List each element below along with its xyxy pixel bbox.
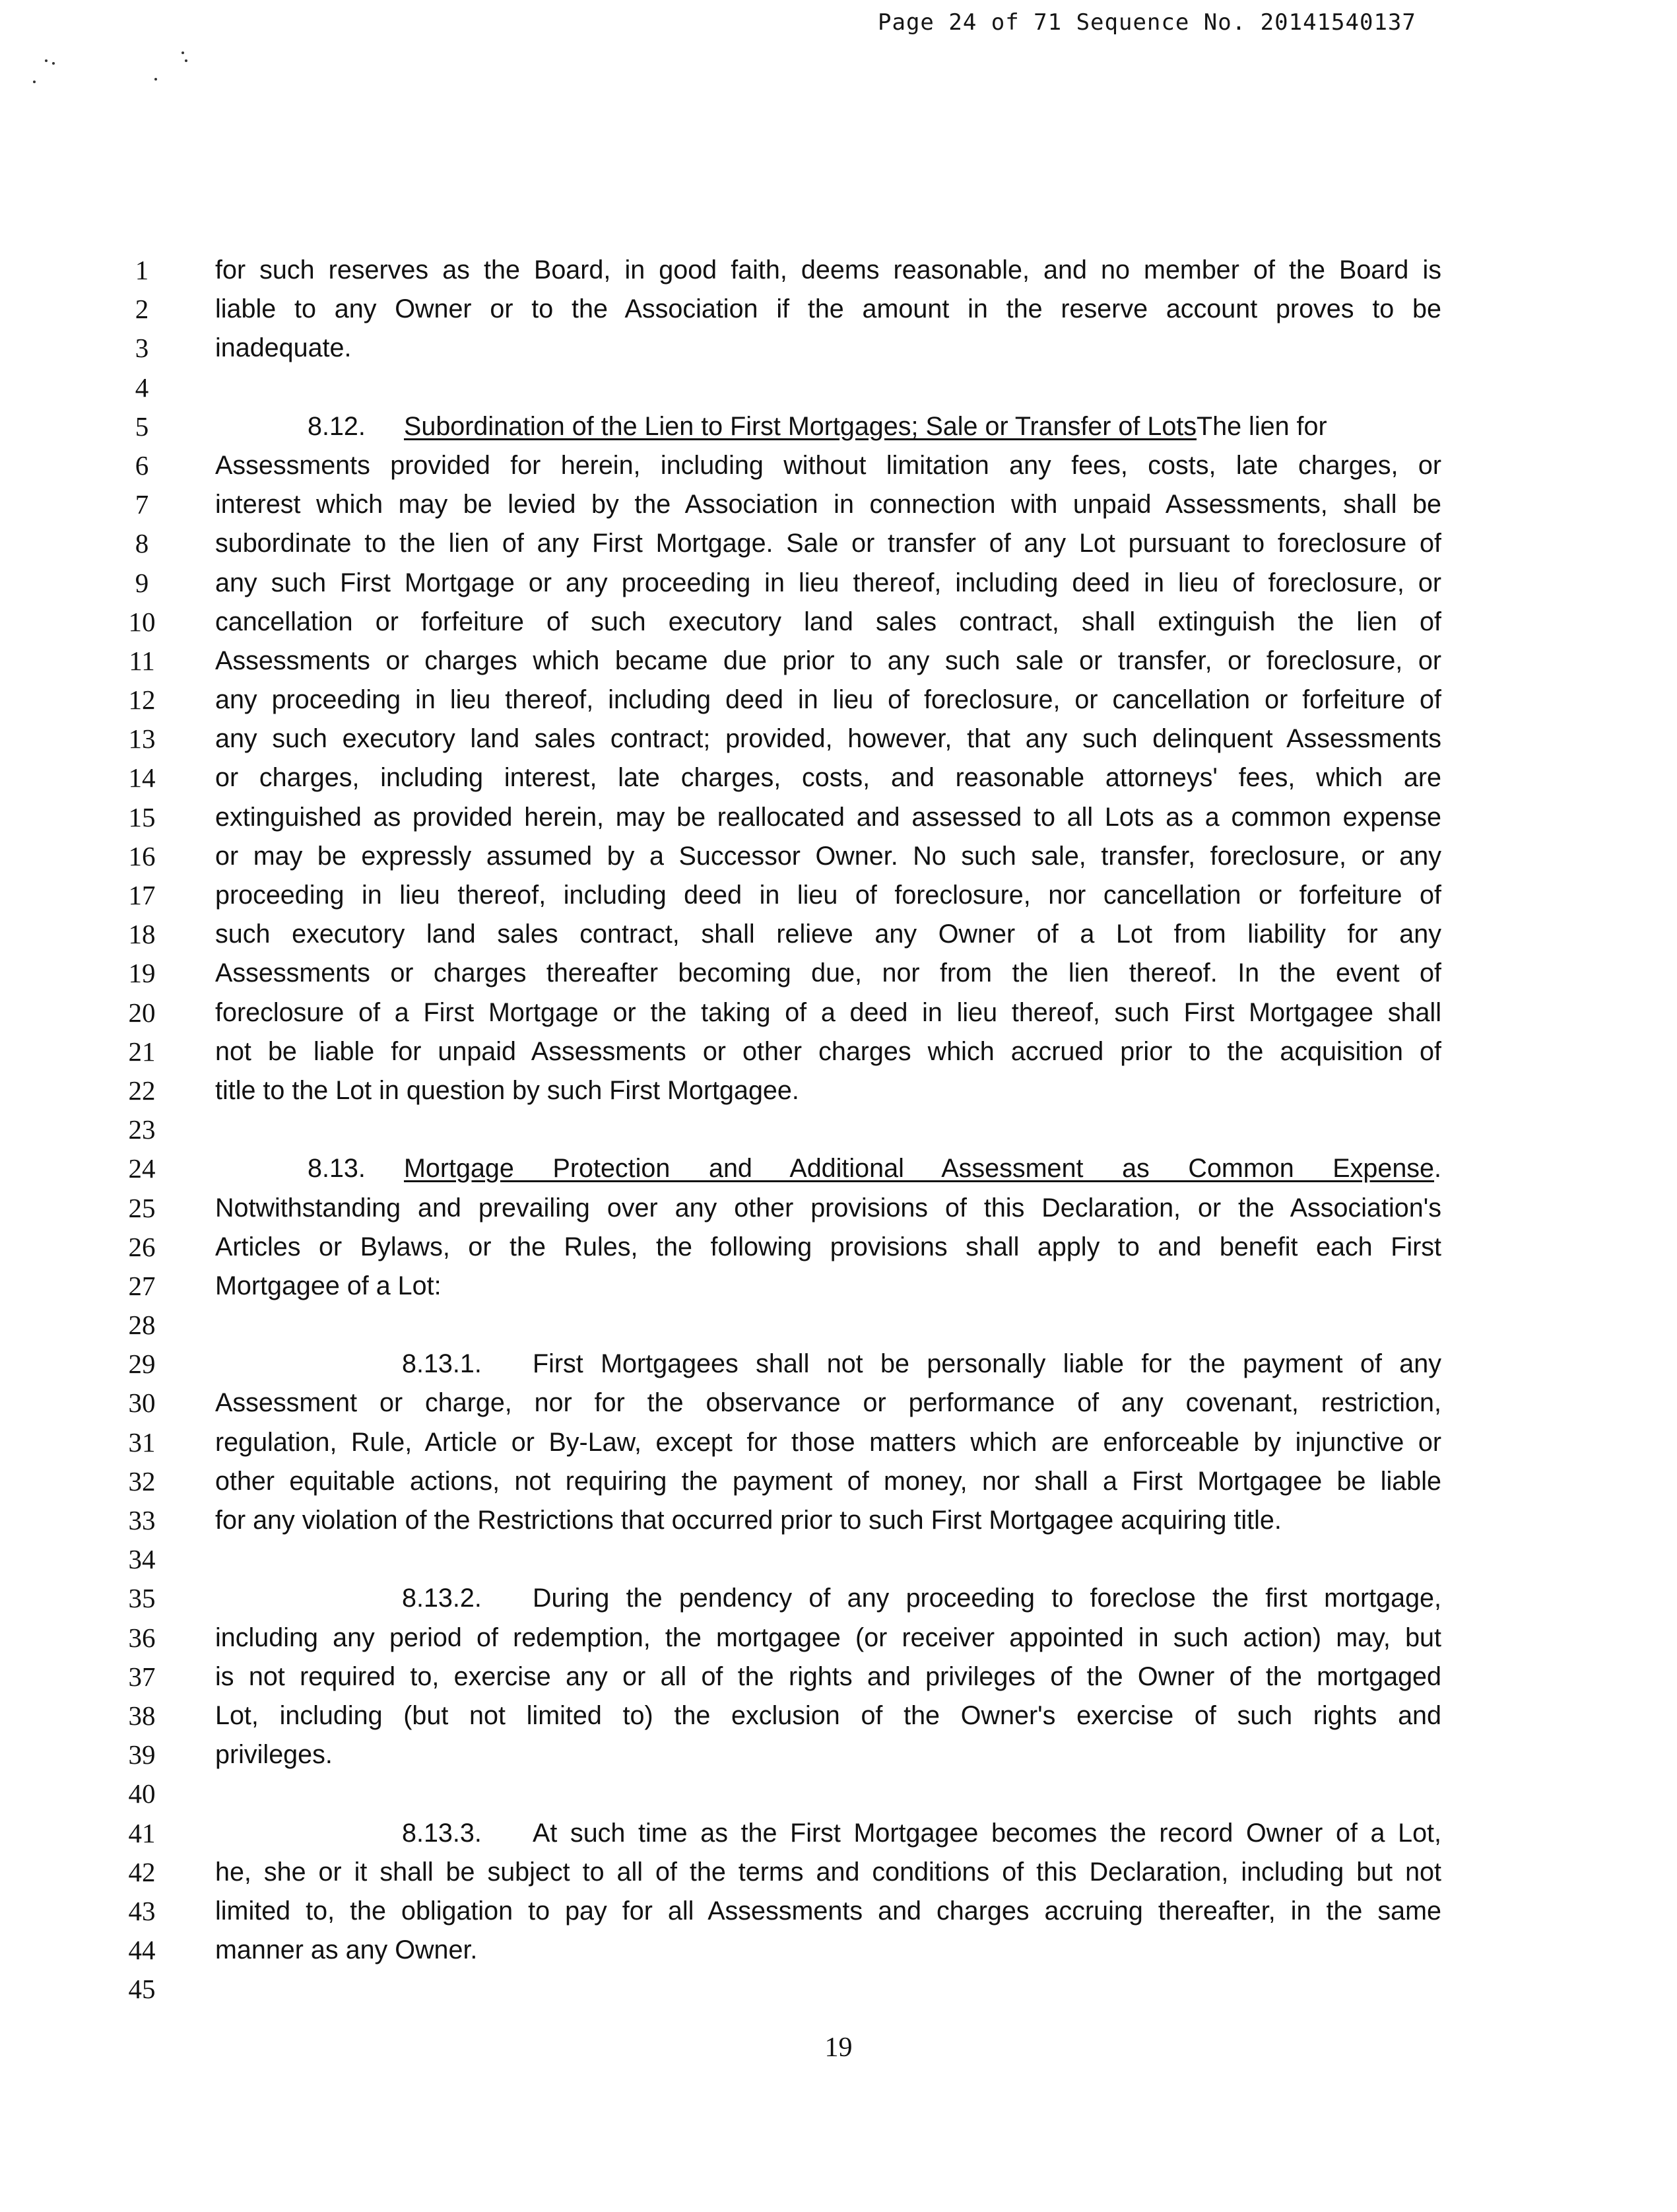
scan-speck xyxy=(45,59,48,62)
document-line xyxy=(0,1853,1677,1892)
line-number: 32 xyxy=(128,1465,156,1496)
page-number: 19 xyxy=(824,2032,853,2063)
line-text: or may be expressly assumed by a Successor Owner. No such sale, transfer, foreclosure, or any xyxy=(215,841,1441,871)
document-line xyxy=(0,1970,1677,2009)
subsection-line xyxy=(215,1345,1441,1384)
line-text: . xyxy=(1434,1154,1441,1184)
line-number: 25 xyxy=(128,1192,156,1223)
document-line xyxy=(0,524,1677,563)
document-line xyxy=(0,1892,1677,1931)
document-line xyxy=(0,1189,1677,1228)
line-text: liable to any Owner or to the Association if the amount in the reserve account proves to be xyxy=(215,294,1441,324)
line-text: extinguished as provided herein, may be reallocated and assessed to all Lots as a common expense xyxy=(215,802,1441,832)
line-number: 37 xyxy=(128,1661,156,1692)
line-text: any such executory land sales contract; provided, however, that any such delinquent Assessments xyxy=(215,724,1441,754)
scan-speck xyxy=(154,78,157,81)
line-number: 38 xyxy=(128,1700,156,1731)
document-line xyxy=(0,564,1677,603)
section-heading: Mortgage Protection and Additional Assessment as Common Expense xyxy=(404,1154,1435,1184)
line-number: 5 xyxy=(135,411,149,442)
line-text: foreclosure of a First Mortgage or the taking of a deed in lieu thereof, such First Mortgagee shall xyxy=(215,997,1441,1027)
line-number: 36 xyxy=(128,1622,156,1653)
line-number: 26 xyxy=(128,1231,156,1262)
document-line xyxy=(0,603,1677,642)
line-text: inadequate. xyxy=(215,333,352,363)
line-text: regulation, Rule, Article or By-Law, except for those matters which are enforceable by injunctive or xyxy=(215,1427,1441,1457)
line-number: 28 xyxy=(128,1310,156,1341)
line-number: 43 xyxy=(128,1895,156,1926)
line-text: including any period of redemption, the mortgagee (or receiver appointed in such action) may, but xyxy=(215,1623,1441,1652)
scan-speck xyxy=(185,59,187,62)
line-text: At such time as the First Mortgagee becomes the record Owner of a Lot, xyxy=(533,1818,1441,1848)
line-number: 39 xyxy=(128,1739,156,1770)
document-line xyxy=(0,1501,1677,1540)
line-number: 44 xyxy=(128,1935,156,1966)
scan-speck xyxy=(33,81,36,83)
line-number: 9 xyxy=(135,567,149,598)
line-number: 31 xyxy=(128,1426,156,1458)
line-text: or charges, including interest, late charges, costs, and reasonable attorneys' fees, which are xyxy=(215,763,1441,793)
line-text: any proceeding in lieu thereof, including deed in lieu of foreclosure, or cancellation or forfeiture of xyxy=(215,685,1441,715)
line-text: cancellation or forfeiture of such executory land sales contract, shall extinguish the lien of xyxy=(215,607,1441,636)
line-number: 33 xyxy=(128,1505,156,1535)
line-number: 17 xyxy=(128,880,156,910)
document-line xyxy=(0,915,1677,954)
document-line xyxy=(0,954,1677,993)
document-line xyxy=(0,1384,1677,1423)
line-number: 23 xyxy=(128,1114,156,1145)
line-number: 18 xyxy=(128,919,156,950)
line-text: Assessments or charges which became due prior to any such sale or transfer, or foreclosure, or xyxy=(215,646,1441,675)
line-number: 4 xyxy=(135,372,149,403)
subsection-line xyxy=(215,1814,1441,1853)
line-number: 34 xyxy=(128,1544,156,1575)
line-number: 15 xyxy=(128,801,156,832)
line-number: 12 xyxy=(128,685,156,716)
subsection-number: 8.13.1. xyxy=(402,1349,482,1379)
document-line xyxy=(0,1814,1677,1853)
section-heading-line xyxy=(215,1149,1441,1188)
document-line xyxy=(0,837,1677,876)
line-text: Lot, including (but not limited to) the exclusion of the Owner's exercise of such rights and xyxy=(215,1700,1441,1730)
line-text: he, she or it shall be subject to all of the terms and conditions of this Declaration, including but not xyxy=(215,1857,1441,1887)
line-text: limited to, the obligation to pay for all Assessments and charges accruing thereafter, in the same xyxy=(215,1896,1441,1926)
line-text: Articles or Bylaws, or the Rules, the following provisions shall apply to and benefit each First xyxy=(215,1232,1441,1261)
line-number: 30 xyxy=(128,1388,156,1419)
line-number: 1 xyxy=(135,255,149,285)
document-line xyxy=(0,1071,1677,1110)
document-line xyxy=(0,876,1677,915)
line-text: Assessments provided for herein, including without limitation any fees, costs, late charges, or xyxy=(215,450,1441,480)
document-line xyxy=(0,1774,1677,1813)
line-text: manner as any Owner. xyxy=(215,1935,478,1965)
line-number: 24 xyxy=(128,1153,156,1184)
line-number: 13 xyxy=(128,723,156,754)
line-text: The lien for xyxy=(1197,411,1327,441)
document-line xyxy=(0,1931,1677,1970)
line-number: 35 xyxy=(128,1583,156,1614)
document-line xyxy=(0,290,1677,329)
document-line xyxy=(0,485,1677,524)
document-body xyxy=(0,251,1677,2009)
subsection-number: 8.13.3. xyxy=(402,1818,482,1848)
line-text: First Mortgagees shall not be personally liable for the payment of any xyxy=(533,1349,1441,1379)
line-number: 14 xyxy=(128,762,156,793)
document-line xyxy=(0,1228,1677,1267)
document-line xyxy=(0,1696,1677,1735)
line-number: 45 xyxy=(128,1974,156,2005)
line-text: such executory land sales contract, shall relieve any Owner of a Lot from liability for any xyxy=(215,920,1441,949)
line-number: 21 xyxy=(128,1036,156,1067)
document-line xyxy=(0,368,1677,407)
line-number: 2 xyxy=(135,294,149,325)
document-line xyxy=(0,407,1677,446)
line-number: 27 xyxy=(128,1270,156,1301)
subsection-line xyxy=(215,1579,1441,1618)
document-line xyxy=(0,251,1677,290)
document-line xyxy=(0,1110,1677,1149)
line-text: other equitable actions, not requiring the payment of money, nor shall a First Mortgagee be liable xyxy=(215,1466,1441,1496)
document-line xyxy=(0,1149,1677,1188)
line-text: for such reserves as the Board, in good faith, deems reasonable, and no member of the Board is xyxy=(215,255,1441,285)
line-number: 7 xyxy=(135,489,149,520)
line-text: During the pendency of any proceeding to foreclose the first mortgage, xyxy=(533,1584,1441,1613)
line-text: title to the Lot in question by such First Mortgagee. xyxy=(215,1075,799,1105)
document-line xyxy=(0,642,1677,681)
line-text: interest which may be levied by the Association in connection with unpaid Assessments, shall be xyxy=(215,490,1441,519)
line-number: 40 xyxy=(128,1778,156,1809)
line-text: Assessment or charge, nor for the observance or performance of any covenant, restriction, xyxy=(215,1388,1441,1418)
document-line xyxy=(0,798,1677,837)
line-text: Mortgagee of a Lot: xyxy=(215,1271,442,1300)
subsection-number: 8.13.2. xyxy=(402,1584,482,1613)
document-line xyxy=(0,1735,1677,1774)
line-number: 10 xyxy=(128,606,156,637)
header-stamp: Page 24 of 71 Sequence No. 20141540137 xyxy=(878,9,1416,36)
line-text: subordinate to the lien of any First Mortgage. Sale or transfer of any Lot pursuant to foreclosure of xyxy=(215,529,1441,558)
line-text: not be liable for unpaid Assessments or other charges which accrued prior to the acquisition of xyxy=(215,1036,1441,1066)
document-line xyxy=(0,1462,1677,1501)
document-line xyxy=(0,1619,1677,1658)
section-number: 8.13. xyxy=(308,1154,366,1184)
document-line xyxy=(0,720,1677,758)
section-heading-line xyxy=(215,407,1441,446)
document-line xyxy=(0,1032,1677,1071)
document-line xyxy=(0,1345,1677,1384)
line-number: 8 xyxy=(135,528,149,559)
line-number: 22 xyxy=(128,1075,156,1106)
line-text: privileges. xyxy=(215,1740,333,1770)
line-number: 3 xyxy=(135,333,149,364)
document-line xyxy=(0,1579,1677,1618)
document-line xyxy=(0,1306,1677,1345)
line-number: 6 xyxy=(135,450,149,481)
line-number: 20 xyxy=(128,997,156,1028)
section-number: 8.12. xyxy=(308,411,366,441)
scan-speck xyxy=(181,51,184,54)
section-heading: Subordination of the Lien to First Mortgages; Sale or Transfer of Lots xyxy=(404,411,1197,441)
line-text: any such First Mortgage or any proceeding in lieu thereof, including deed in lieu of foreclosure, or xyxy=(215,568,1441,597)
document-line xyxy=(0,1423,1677,1462)
document-line xyxy=(0,993,1677,1032)
document-line xyxy=(0,1658,1677,1696)
document-line xyxy=(0,681,1677,720)
line-text: is not required to, exercise any or all of the rights and privileges of the Owner of the mortgaged xyxy=(215,1661,1441,1691)
document-line xyxy=(0,758,1677,797)
document-line xyxy=(0,329,1677,368)
document-line xyxy=(0,446,1677,485)
line-text: Assessments or charges thereafter becoming due, nor from the lien thereof. In the event of xyxy=(215,958,1441,988)
line-text: Notwithstanding and prevailing over any other provisions of this Declaration, or the Association's xyxy=(215,1193,1441,1223)
line-number: 19 xyxy=(128,958,156,989)
scan-speck xyxy=(52,62,55,65)
line-number: 11 xyxy=(129,645,155,676)
line-text: for any violation of the Restrictions that occurred prior to such First Mortgagee acquiring title. xyxy=(215,1506,1282,1535)
line-number: 41 xyxy=(128,1817,156,1848)
line-text: proceeding in lieu thereof, including deed in lieu of foreclosure, nor cancellation or forfeiture of xyxy=(215,881,1441,910)
line-number: 29 xyxy=(128,1349,156,1380)
line-number: 42 xyxy=(128,1856,156,1887)
document-line xyxy=(0,1267,1677,1306)
line-number: 16 xyxy=(128,840,156,871)
document-line xyxy=(0,1540,1677,1579)
